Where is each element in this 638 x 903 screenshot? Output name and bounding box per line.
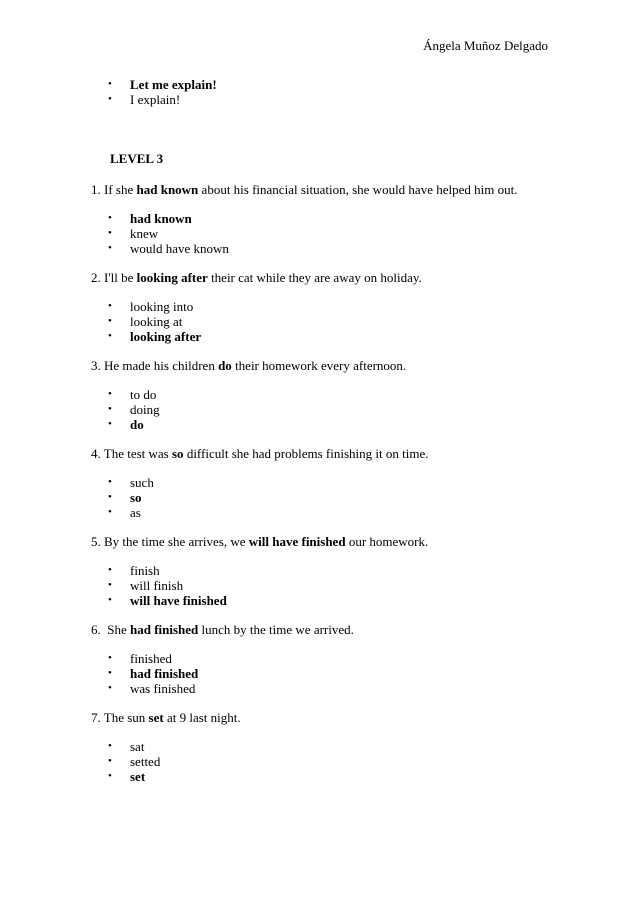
question-sentence (91, 446, 638, 462)
bullet-icon: • (108, 388, 112, 400)
option-text: Let me explain! (130, 77, 217, 92)
question-block (0, 446, 638, 520)
answer-options (0, 739, 638, 784)
previous-answer-options (0, 77, 638, 107)
question-text-after: their cat while they are away on holiday. (207, 270, 422, 285)
bullet-icon: • (108, 652, 112, 664)
question-text-before: 4. The test was (91, 446, 172, 461)
option-text: I explain! (130, 92, 181, 107)
bullet-icon: • (108, 594, 112, 606)
option-text: set (130, 769, 146, 784)
bullet-icon: • (108, 330, 112, 342)
option-text: sat (130, 739, 145, 754)
question-block (0, 710, 638, 784)
question-sentence (91, 622, 638, 638)
option-item (0, 593, 638, 608)
bullet-icon: • (108, 242, 112, 254)
option-item (0, 314, 638, 329)
question-text-after: their homework every afternoon. (231, 358, 407, 373)
option-item (0, 92, 638, 107)
bullet-icon: • (108, 740, 112, 752)
question-block (0, 622, 638, 696)
bullet-icon: • (108, 227, 112, 239)
question-text-before: 7. The sun (91, 710, 149, 725)
question-block (0, 270, 638, 344)
bullet-icon: • (108, 212, 112, 224)
option-text: setted (130, 754, 161, 769)
question-text-after: our homework. (345, 534, 429, 549)
question-answer-highlight: had finished (130, 622, 199, 637)
option-item (0, 651, 638, 666)
question-answer-highlight: set (148, 710, 164, 725)
option-item (0, 77, 638, 92)
level-title: LEVEL 3 (110, 151, 164, 166)
question-text-after: at 9 last night. (163, 710, 241, 725)
bullet-icon: • (108, 667, 112, 679)
option-text: do (130, 417, 144, 432)
option-item (0, 505, 638, 520)
answer-options (0, 563, 638, 608)
question-text-after: about his financial situation, she would have helped him out. (198, 182, 518, 197)
bullet-icon: • (108, 682, 112, 694)
option-item (0, 241, 638, 256)
bullet-icon: • (108, 506, 112, 518)
question-answer-highlight: so (172, 446, 184, 461)
option-item (0, 563, 638, 578)
option-text: will have finished (130, 593, 227, 608)
option-text: to do (130, 387, 157, 402)
questions-list (0, 182, 638, 798)
option-item (0, 490, 638, 505)
option-text: had finished (130, 666, 199, 681)
option-text: as (130, 505, 141, 520)
question-answer-highlight: will have finished (248, 534, 346, 549)
option-item (0, 666, 638, 681)
option-text: had known (130, 211, 192, 226)
question-sentence (91, 270, 638, 286)
option-text: such (130, 475, 154, 490)
bullet-icon: • (108, 491, 112, 503)
question-block (0, 358, 638, 432)
option-text: doing (130, 402, 160, 417)
option-item (0, 475, 638, 490)
option-text: will finish (130, 578, 184, 593)
option-item (0, 226, 638, 241)
bullet-icon: • (108, 403, 112, 415)
question-block (0, 182, 638, 256)
bullet-icon: • (108, 78, 112, 90)
bullet-icon: • (108, 418, 112, 430)
answer-options (0, 475, 638, 520)
question-sentence (91, 358, 638, 374)
option-text: would have known (130, 241, 229, 256)
bullet-icon: • (108, 315, 112, 327)
question-sentence (91, 182, 638, 198)
bullet-icon: • (108, 755, 112, 767)
question-block (0, 534, 638, 608)
question-text-after: difficult she had problems finishing it on time. (183, 446, 429, 461)
option-text: was finished (130, 681, 196, 696)
option-item (0, 739, 638, 754)
question-text-before: 5. By the time she arrives, we (91, 534, 249, 549)
option-text: finished (130, 651, 172, 666)
bullet-icon: • (108, 579, 112, 591)
option-item (0, 211, 638, 226)
bullet-icon: • (108, 93, 112, 105)
option-item (0, 417, 638, 432)
answer-options (0, 387, 638, 432)
option-item (0, 387, 638, 402)
author-header: Ángela Muñoz Delgado (423, 38, 548, 53)
bullet-icon: • (108, 300, 112, 312)
option-text: looking into (130, 299, 194, 314)
answer-options (0, 211, 638, 256)
bullet-icon: • (108, 564, 112, 576)
option-text: looking at (130, 314, 183, 329)
bullet-icon: • (108, 770, 112, 782)
option-item (0, 769, 638, 784)
question-sentence (91, 534, 638, 550)
option-item (0, 402, 638, 417)
question-answer-highlight: looking after (136, 270, 208, 285)
option-item (0, 681, 638, 696)
option-text: so (130, 490, 142, 505)
option-text: knew (130, 226, 159, 241)
question-text-before: 1. If she (91, 182, 137, 197)
option-item (0, 299, 638, 314)
question-sentence (91, 710, 638, 726)
option-text: looking after (130, 329, 202, 344)
option-item (0, 578, 638, 593)
question-text-before: 3. He made his children (91, 358, 219, 373)
option-item (0, 754, 638, 769)
bullet-icon: • (108, 476, 112, 488)
answer-options (0, 299, 638, 344)
question-text-before: 2. I'll be (91, 270, 137, 285)
question-text-before: 6. She (91, 622, 130, 637)
question-answer-highlight: do (218, 358, 232, 373)
option-text: finish (130, 563, 160, 578)
question-answer-highlight: had known (136, 182, 199, 197)
question-text-after: lunch by the time we arrived. (198, 622, 354, 637)
answer-options (0, 651, 638, 696)
option-item (0, 329, 638, 344)
